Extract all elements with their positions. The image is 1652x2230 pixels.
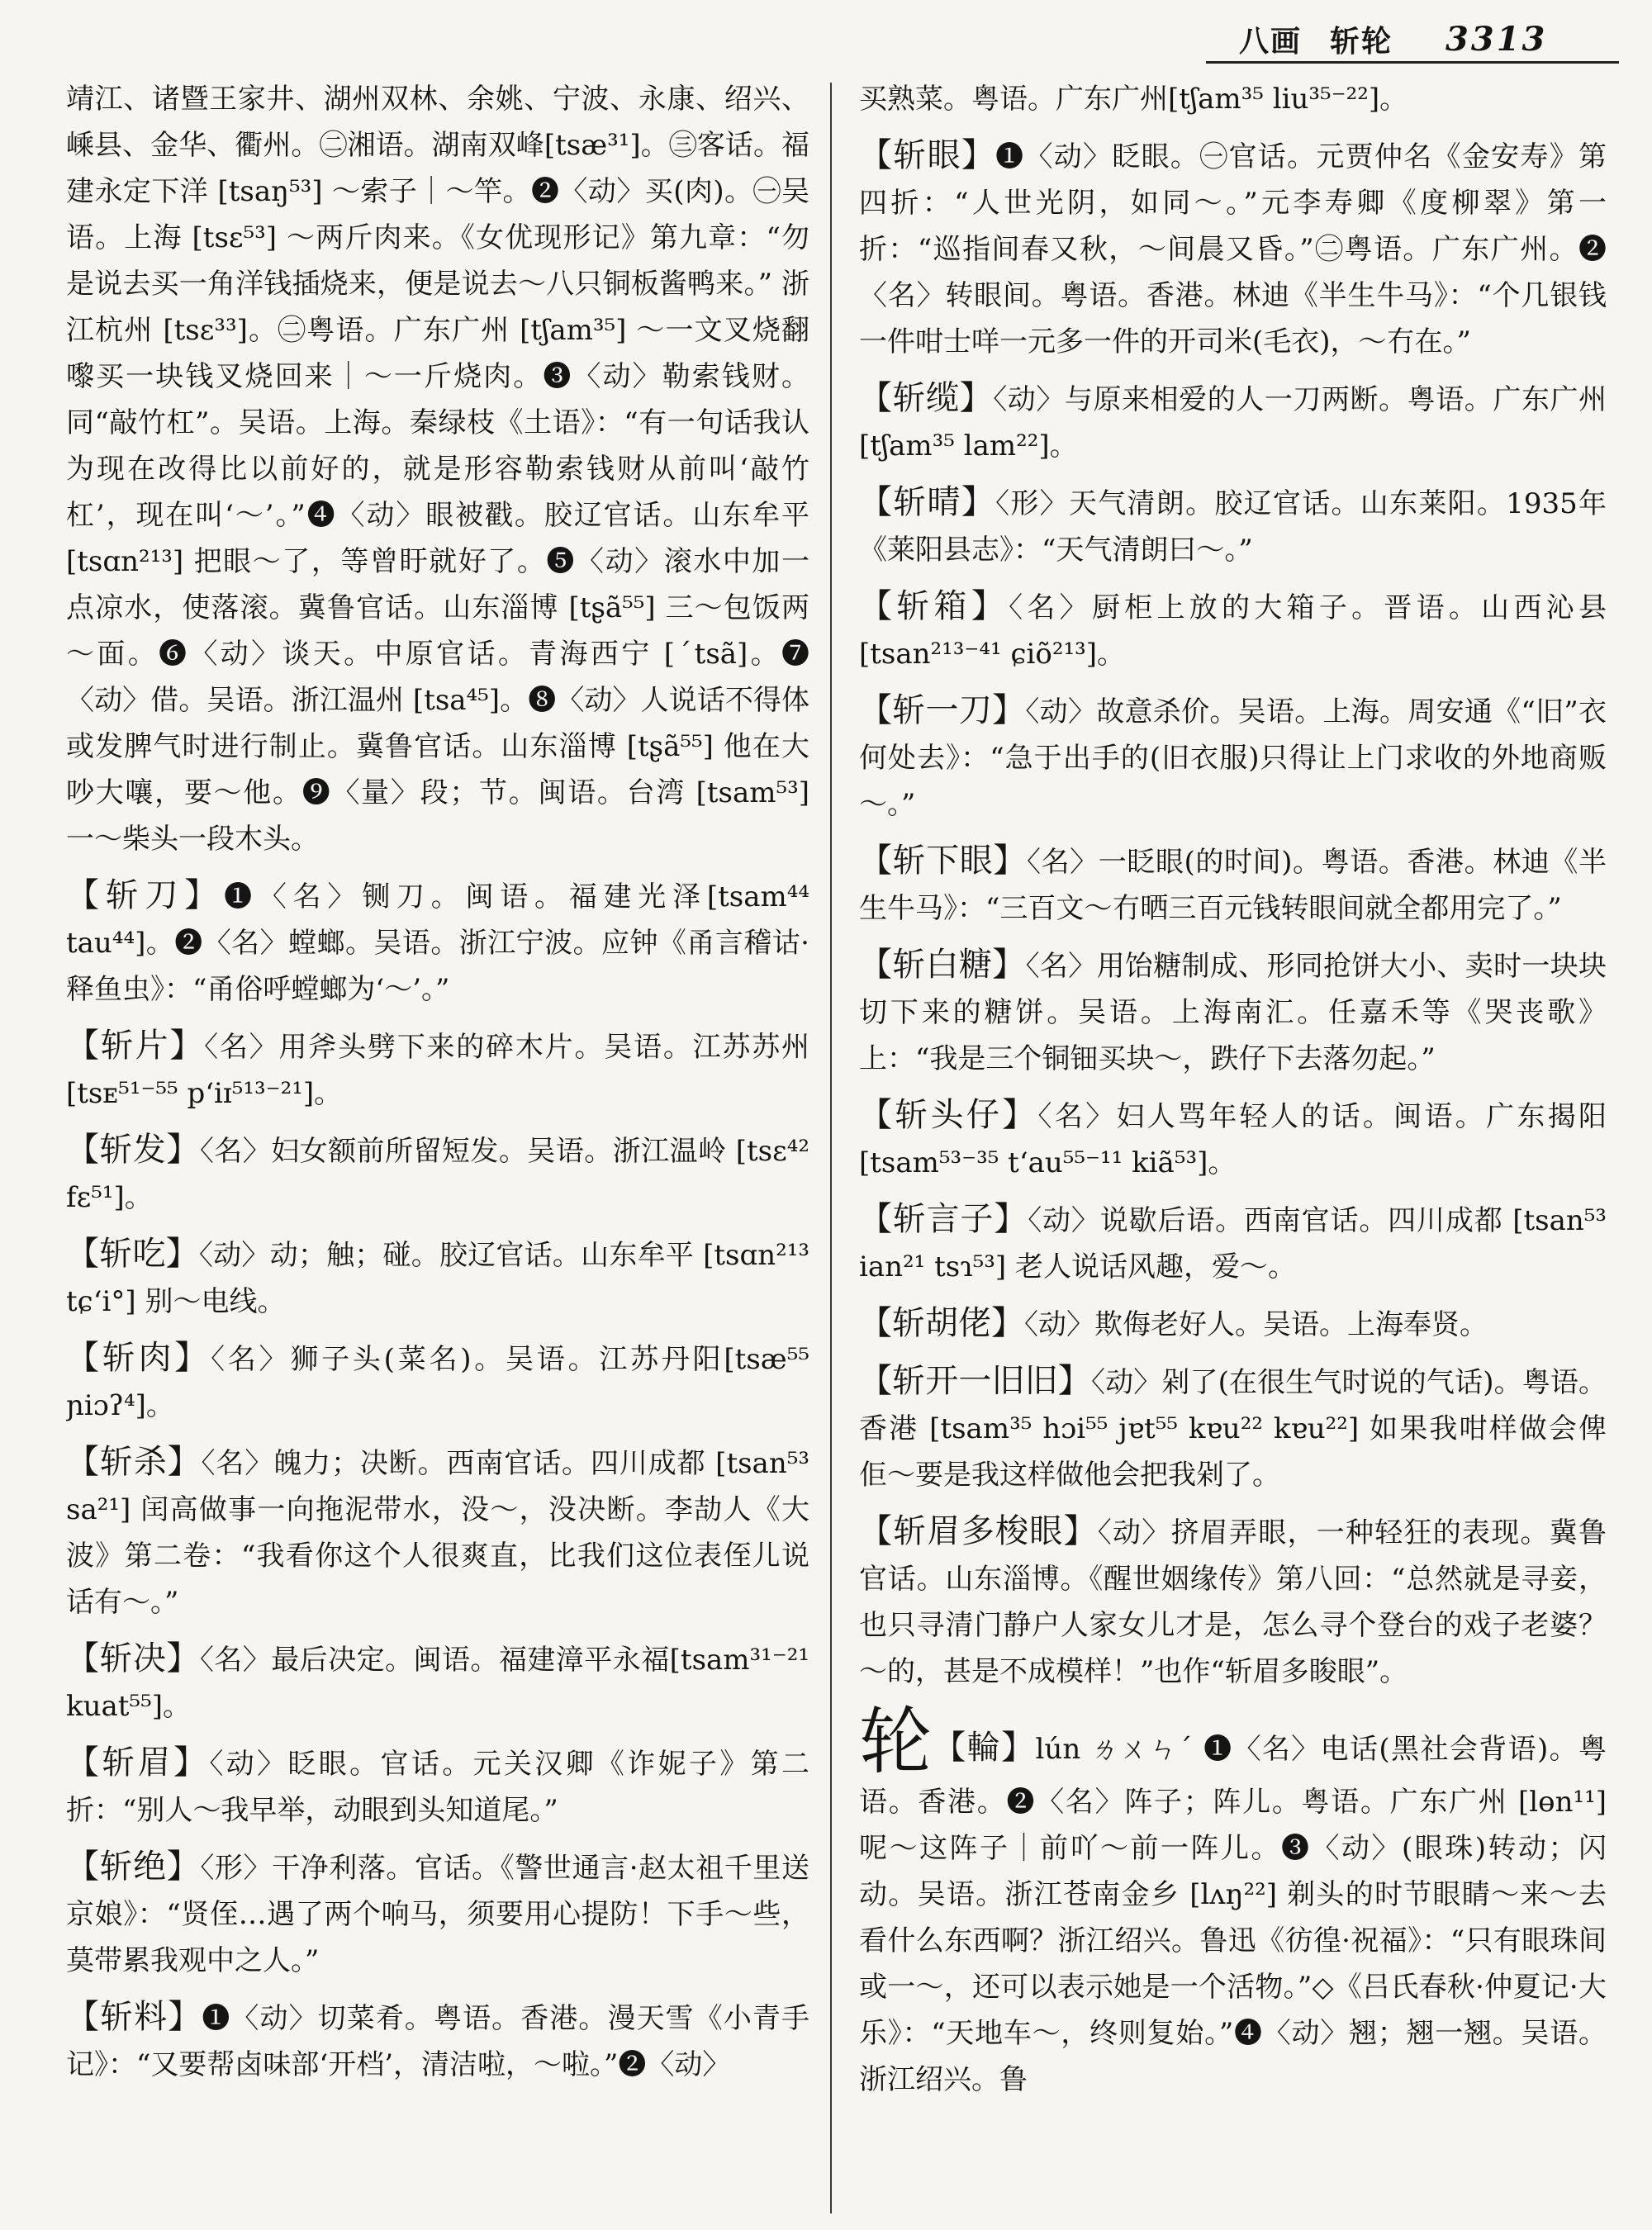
entry-body: 〈动〉挤眉弄眼，一种轻狂的表现。冀鲁官话。山东淄博。《醒世姻缘传》第八回：“总然就是寻妾，也只寻清门静户人家女儿才是，怎么寻个登台的戏子老婆？～的，甚是不成模样！”也作“斩眉多睃眼”。 [859,1516,1607,1688]
entry-headword: 【斩肉】 [66,1339,211,1377]
entry-zhanyanzi [859,1196,1607,1290]
entry-body: ❶〈名〉铡刀。闽语。福建光泽[tsam⁴⁴ tau⁴⁴]。❷〈名〉螳螂。吴语。浙江宁波。应钟《甬言稽诂·释鱼虫》：“甬俗呼螳螂为‘～’。” [66,880,809,1006]
character-headword: 轮 [859,1699,933,1784]
entry-headword: 【斩胡佬】 [859,1304,1024,1342]
entry-headword: 【斩眉】 [66,1744,210,1782]
entry-headword: 【斩眼】 [859,136,996,174]
entry-headword: 【斩箱】 [859,587,1009,625]
entry-body: 〈动〉欺侮老好人。吴语。上海奉贤。 [1024,1308,1488,1341]
right-column [859,76,1607,2223]
entry-zhanqing [859,479,1607,573]
entry-headword: 【斩眉多梭眼】 [859,1512,1098,1550]
entry-zhanyan [859,132,1607,365]
entry-zhanmeiduosuoyan [859,1508,1607,1695]
entry-headword: 【斩晴】 [859,483,996,521]
entry-headword: 【斩吃】 [66,1235,199,1273]
traditional-form: 【輪】 [933,1729,1036,1767]
entry-zhanfa [66,1127,809,1221]
entry-body: 〈名〉用饴糖制成、形同抢饼大小、卖时一块块切下来的糖饼。吴语。上海南汇。任嘉禾等《哭丧歌》上：“我是三个铜钿买块～，跌仔下去落勿起。” [859,950,1607,1075]
entry-body: 〈动〉动；触；碰。胶辽官话。山东牟平 [tsɑn²¹³ tɕʻi°] 别～电线。 [66,1239,809,1318]
left-column [66,76,809,2223]
entry-zhankaiyijiujiu [859,1358,1607,1498]
entry-zhanyidao [859,687,1607,828]
entry-zhanmei [66,1739,809,1834]
entry-body: 〈名〉妇人骂年轻人的话。闽语。广东揭阳 [tsam⁵³⁻³⁵ tʻau⁵⁵⁻¹¹ kiã⁵³]。 [859,1100,1607,1179]
entry-body: 〈动〉说歇后语。西南官话。四川成都 [tsan⁵³ ian²¹ tsɿ⁵³] 老人说话风趣，爱～。 [859,1204,1607,1283]
running-header [1239,18,1619,59]
entry-continued [859,76,1607,122]
entry-headword: 【斩发】 [66,1131,200,1169]
entry-body: 〈名〉妇女额前所留短发。吴语。浙江温岭 [tsɛ⁴² fɛ⁵¹]。 [66,1135,809,1214]
entry-body: 买熟菜。粤语。广东广州[tʃam³⁵ liu³⁵⁻²²]。 [859,83,1408,116]
entry-body: 〈名〉最后决定。闽语。福建漳平永福[tsam³¹⁻²¹ kuat⁵⁵]。 [66,1644,809,1723]
entry-zhanhulao [859,1300,1607,1348]
entry-zhanjue [66,1635,809,1729]
entry-headword: 【斩白糖】 [859,946,1026,984]
entry-body: 〈动〉与原来相爱的人一刀两断。粤语。广东广州 [tʃam³⁵ lam²²]。 [859,383,1607,463]
entry-headword: 【斩缆】 [859,379,994,417]
entry-continued [66,76,809,862]
entry-lun [859,1699,1607,2103]
entry-zhanxiayan [859,837,1607,932]
entry-body: 〈动〉眨眼。官话。元关汉卿《诈妮子》第二折：“别人～我早举，动眼到头知道尾。” [66,1748,809,1827]
entry-headword: 【斩料】 [66,1998,202,2036]
entry-headword: 【斩言子】 [859,1200,1028,1238]
entry-body: 〈名〉用斧头劈下来的碎木片。吴语。江苏苏州 [tsᴇ⁵¹⁻⁵⁵ pʻiɪ⁵¹³⁻²¹]。 [66,1031,809,1110]
entry-headword: 【斩杀】 [66,1443,202,1481]
entry-headword: 【斩头仔】 [859,1096,1038,1134]
entry-body: 〈形〉干净利落。官话。《警世通言·赵太祖千里送京娘》：“贤侄…遇了两个响马，须要用心提防！下手～些，莫带累我观中之人。” [66,1852,809,1977]
entry-body: 〈动〉剁了(在很生气时说的气话)。粤语。香港 [tsam³⁵ hɔi⁵⁵ jɐt⁵⁵ kɐu²² kɐu²²] 如果我咁样做会俾佢～要是我这样做他会把我剁了。 [859,1366,1607,1492]
entry-body: 〈动〉故意杀价。吴语。上海。周安通《“旧”衣何处去》：“急于出手的(旧衣服)只得让上门求收的外地商贩～。” [859,695,1607,821]
entry-body: 〈形〉天气清朗。胶辽官话。山东莱阳。1935年《莱阳县志》：“天气清朗曰～。” [859,487,1607,567]
entry-zhanrou [66,1335,809,1429]
entry-zhanchi [66,1231,809,1325]
page-number: 3313 [1446,19,1548,59]
entry-headword: 【斩开一旧旧】 [859,1362,1091,1400]
entry-zhansha [66,1439,809,1625]
entry-headword: 【斩下眼】 [859,842,1027,880]
header-characters: 斩轮 [1330,23,1393,59]
entry-zhanpian [66,1022,809,1117]
entry-zhantouzai [859,1092,1607,1186]
entry-body: 〈名〉厨柜上放的大箱子。晋语。山西沁县 [tsan²¹³⁻⁴¹ ɕiõ²¹³]。 [859,591,1607,671]
entry-body: ❶〈动〉切菜肴。粤语。香港。漫天雪《小青手记》：“又要帮卤味部‘开档’，清洁啦，～啦。”❷〈动〉 [66,2002,809,2081]
entry-body: 〈名〉一眨眼(的时间)。粤语。香港。林迪《半生牛马》：“三百文～冇晒三百元钱转眼间就全都用完了。” [859,846,1607,925]
entry-headword: 【斩绝】 [66,1848,201,1886]
entry-zhanjue2 [66,1843,809,1984]
entry-headword: 【斩一刀】 [859,691,1026,729]
entry-headword: 【斩片】 [66,1027,205,1065]
entry-headword: 【斩刀】 [66,876,225,914]
entry-body: lún ㄌㄨㄣˊ ❶〈名〉电话(黑社会背语)。粤语。香港。❷〈名〉阵子；阵儿。粤语。广东广州 [lɵn¹¹] 呢～这阵子｜前吖～前一阵儿。❸〈动〉(眼珠)转动；闪动。吴语。浙江苍南金乡 [lʌŋ²²] 剃头的时节眼睛～来～去看什么东西啊？浙江绍兴。鲁迅《彷徨·祝福》：“只有眼珠间或一～，还可以表示她是一个活物。”◇《吕氏春秋·仲夏记·大乐》：“天地车～，终则复始。”❹〈动〉翘；翘一翘。吴语。浙江绍兴。鲁 [859,1733,1607,2096]
entry-zhandao [66,872,809,1013]
entry-zhanliao [66,1994,809,2088]
entry-zhanlan [859,375,1607,469]
entry-body: 靖江、诸暨王家井、湖州双林、余姚、宁波、永康、绍兴、嵊县、金华、衢州。㊁湘语。湖南双峰[tsæ³¹]。㊂客话。福建永定下洋 [tsaŋ⁵³] ～索子｜～竿。❷〈动〉买(肉)。㊀吴语。上海 [tsɛ⁵³] ～两斤肉来。《女优现形记》第九章：“勿是说去买一角洋钱插烧来，便是说去～八只铜板酱鸭来。” 浙江杭州 [tsɛ³³]。㊁粤语。广东广州 [tʃam³⁵] ～一文叉烧翻嚟买一块钱叉烧回来｜～一斤烧肉。❸〈动〉勒索钱财。同“敲竹杠”。吴语。上海。秦绿枝《土语》：“有一句话我认为现在改得比以前好的，就是形容勒索钱财从前叫‘敲竹杠’，现在叫‘～’。”❹〈动〉眼被戳。胶辽官话。山东牟平 [tsɑn²¹³] 把眼～了，等曾盱就好了。❺〈动〉滚水中加一点凉水，使落滚。冀鲁官话。山东淄博 [tʂã⁵⁵] 三～包饭两～面。❻〈动〉谈天。中原官话。青海西宁 [ˊtsã]。❼〈动〉借。吴语。浙江温州 [tsa⁴⁵]。❽〈动〉人说话不得体或发脾气时进行制止。冀鲁官话。山东淄博 [tʂã⁵⁵] 他在大吵大嚷，要～他。❾〈量〉段；节。闽语。台湾 [tsam⁵³] 一～柴头一段木头。 [66,83,809,856]
entry-zhanxiang [859,583,1607,677]
entry-body: 〈名〉狮子头(菜名)。吴语。江苏丹阳[tsæ⁵⁵ ɲiɔʔ⁴]。 [66,1343,809,1422]
entry-zhanbaitang [859,942,1607,1082]
entry-body: 〈名〉魄力；决断。西南官话。四川成都 [tsan⁵³ sa²¹] 闰高做事一向拖泥带水，没～，没决断。李劼人《大波》第二卷：“我看你这个人很爽直，比我们这位表侄儿说话有～。” [66,1447,809,1619]
column-divider [830,83,832,2213]
entry-headword: 【斩决】 [66,1639,200,1677]
entry-body: ❶〈动〉眨眼。㊀官话。元贾仲名《金安寿》第四折：“人世光阴，如同～。”元李寿卿《度柳翠》第一折：“巡指间春又秋，～间晨又昏。”㊁粤语。广东广州。❷〈名〉转眼间。粤语。香港。林迪《半生牛马》：“个几银钱一件咁士咩一元多一件的开司米(毛衣)，～冇在。” [859,140,1607,358]
header-rule [1206,61,1619,64]
section-label: 八画 [1239,23,1303,59]
